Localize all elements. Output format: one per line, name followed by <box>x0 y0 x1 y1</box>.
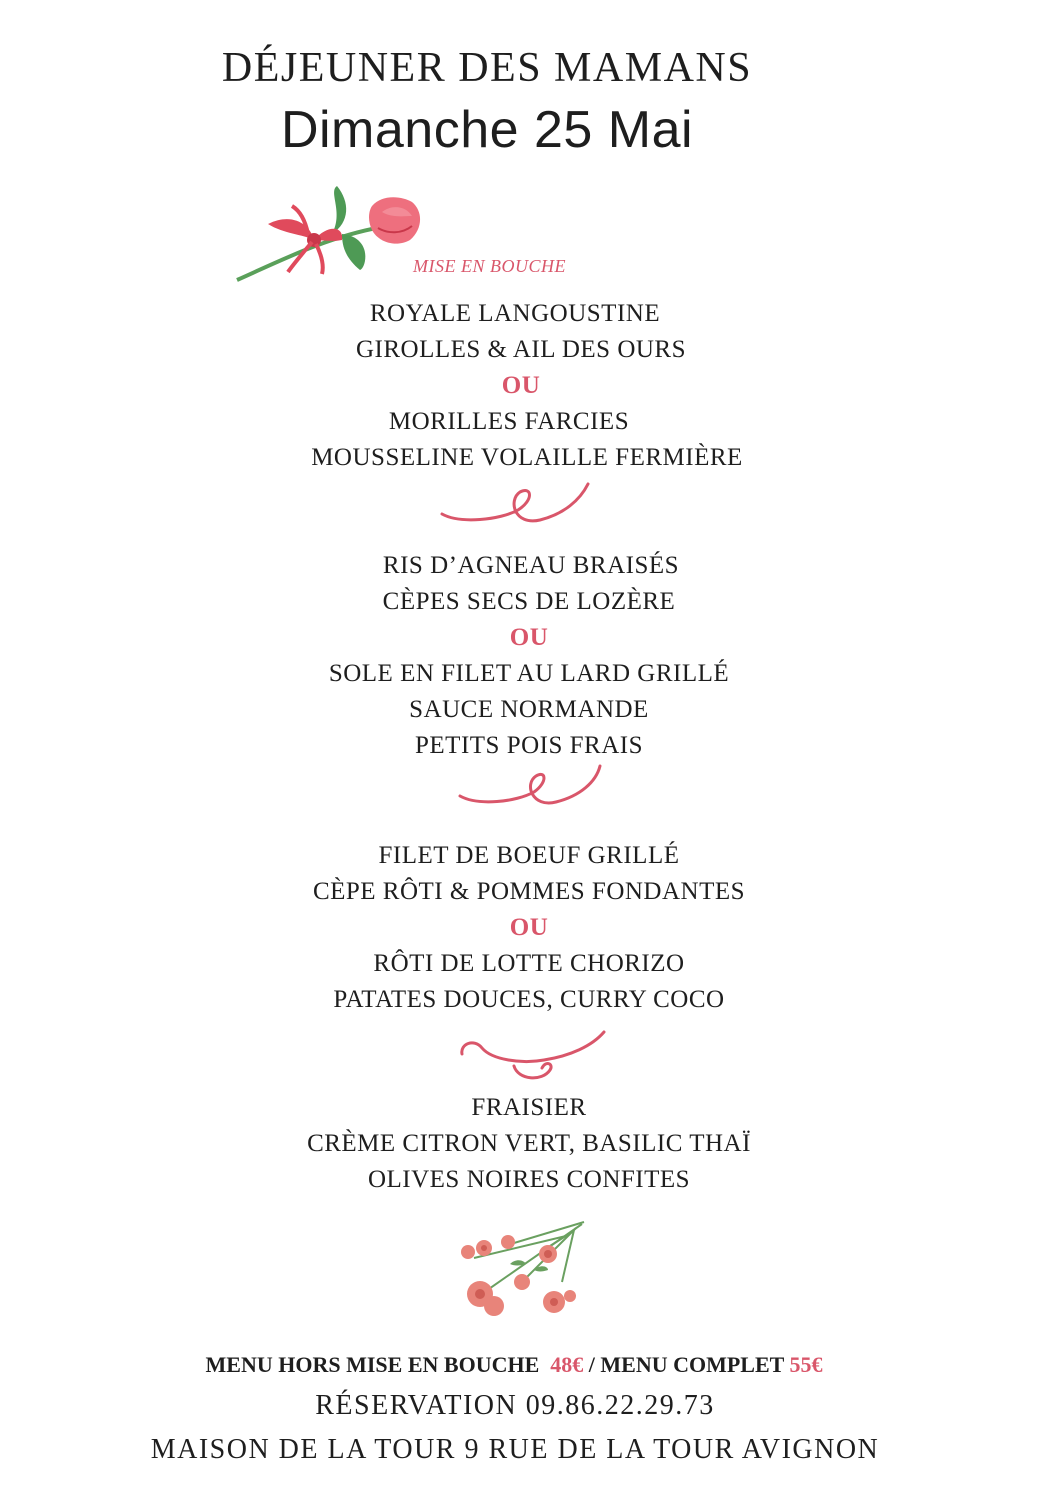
flourish-icon <box>440 480 592 532</box>
reservation-phone: RÉSERVATION 09.86.22.29.73 <box>315 1390 715 1421</box>
dish-line: FILET DE BOEUF GRILLÉ <box>378 842 680 869</box>
flourish-icon <box>458 764 606 814</box>
or-separator: OU <box>509 624 549 651</box>
price-separator: / <box>588 1352 595 1377</box>
menu-title: DÉJEUNER DES MAMANS <box>221 45 753 91</box>
or-separator: OU <box>501 372 541 399</box>
dish-line: MORILLES FARCIES <box>388 408 630 435</box>
section-label-mise-en-bouche: MISE EN BOUCHE <box>413 256 566 276</box>
menu-full-price: 55€ <box>789 1352 823 1377</box>
flourish-icon <box>458 1030 608 1084</box>
dish-line: PETITS POIS FRAIS <box>415 732 643 759</box>
address: MAISON DE LA TOUR 9 RUE DE LA TOUR AVIGNON <box>150 1434 880 1465</box>
dish-line: GIROLLES & AIL DES OURS <box>355 336 687 363</box>
dish-line: CRÈME CITRON VERT, BASILIC THAÏ <box>307 1130 751 1157</box>
rose-icon <box>232 182 432 286</box>
dish-line: MOUSSELINE VOLAILLE FERMIÈRE <box>311 444 743 471</box>
dish-line: CÈPES SECS DE LOZÈRE <box>382 588 676 615</box>
dish-line: FRAISIER <box>471 1094 587 1121</box>
dish-line: PATATES DOUCES, CURRY COCO <box>333 986 725 1013</box>
carnation-bouquet-icon <box>450 1218 590 1328</box>
or-separator: OU <box>509 914 549 941</box>
dish-line: SOLE EN FILET AU LARD GRILLÉ <box>328 660 730 687</box>
dish-line: SAUCE NORMANDE <box>409 696 649 723</box>
dish-line: RIS D’AGNEAU BRAISÉS <box>382 552 680 579</box>
menu-partial-price: 48€ <box>550 1352 584 1377</box>
event-date: Dimanche 25 Mai <box>280 101 694 159</box>
dish-line: CÈPE RÔTI & POMMES FONDANTES <box>312 878 746 905</box>
menu-full-label: MENU COMPLET <box>600 1352 784 1377</box>
dish-line: OLIVES NOIRES CONFITES <box>367 1166 691 1193</box>
menu-prices <box>0 1352 1028 1378</box>
dish-line: RÔTI DE LOTTE CHORIZO <box>373 950 685 977</box>
dish-line: ROYALE LANGOUSTINE <box>369 300 661 327</box>
menu-partial-label: MENU HORS MISE EN BOUCHE <box>205 1352 540 1377</box>
